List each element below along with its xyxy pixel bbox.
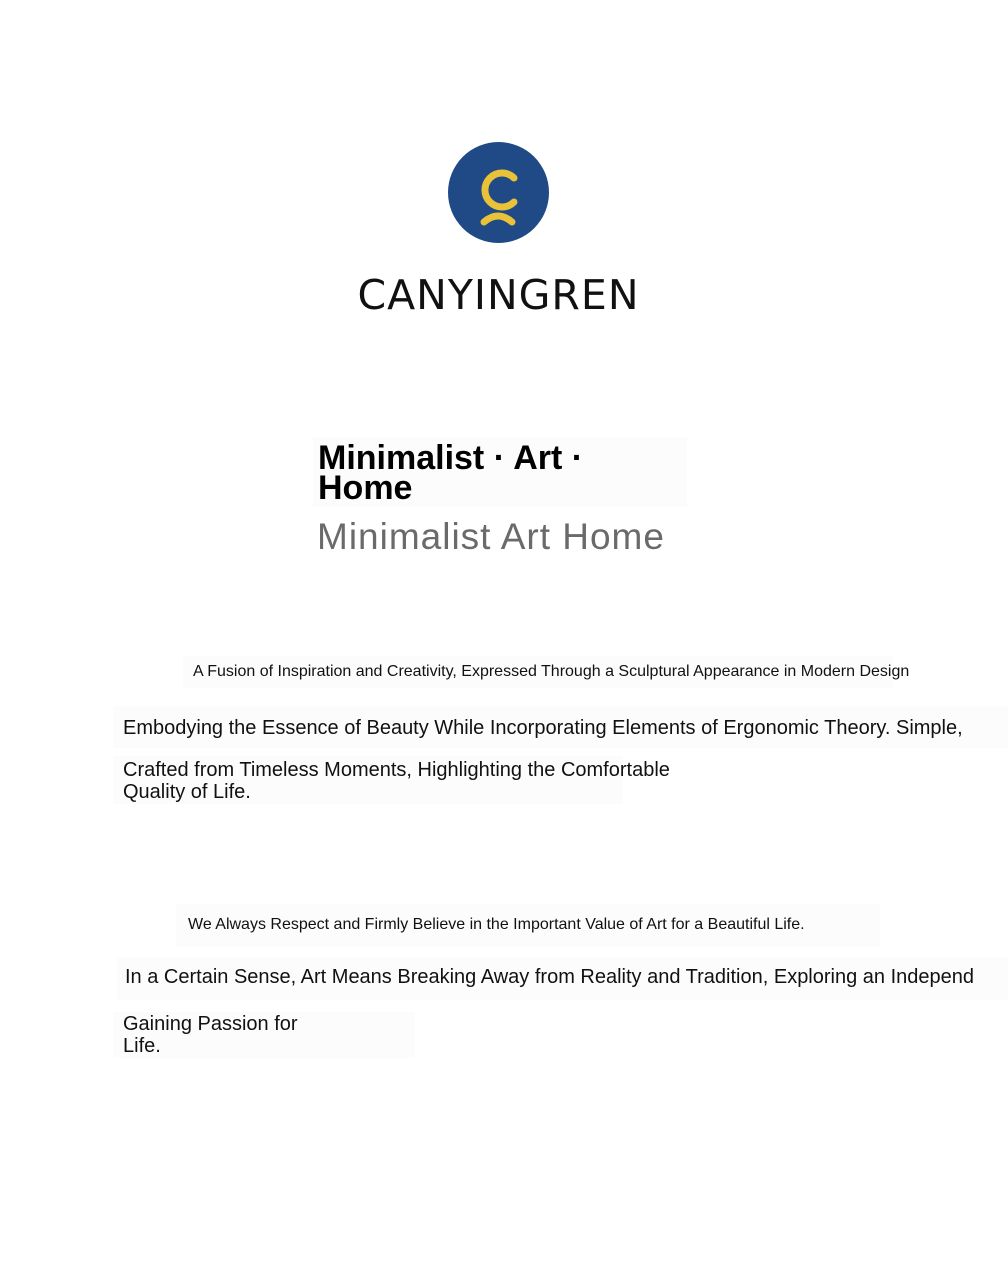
section1-line2: Crafted from Timeless Moments, Highlighting the Comfortable	[123, 759, 670, 781]
section2-line3: Life.	[123, 1035, 161, 1057]
section1-line1: Embodying the Essence of Beauty While Incorporating Elements of Ergonomic Theory. Simple,	[123, 717, 963, 739]
hero-title: Minimalist · Art · Home	[318, 439, 584, 507]
hero-subtitle: Minimalist Art Home	[317, 516, 665, 557]
section2-line1: In a Certain Sense, Art Means Breaking Away from Reality and Tradition, Exploring an Independ	[125, 966, 975, 988]
section2-line2: Gaining Passion for	[123, 1013, 298, 1035]
c-smile-logo-icon	[448, 142, 549, 243]
section1-line3: Quality of Life.	[123, 781, 251, 803]
section2-tagline: We Always Respect and Firmly Believe in the Important Value of Art for a Beautiful Life.	[188, 916, 805, 933]
brand-logo	[448, 142, 549, 243]
brand-name: CANYINGREN	[357, 271, 640, 319]
section1-tagline: A Fusion of Inspiration and Creativity, Expressed Through a Sculptural Appearance in Modern Design	[193, 663, 910, 680]
